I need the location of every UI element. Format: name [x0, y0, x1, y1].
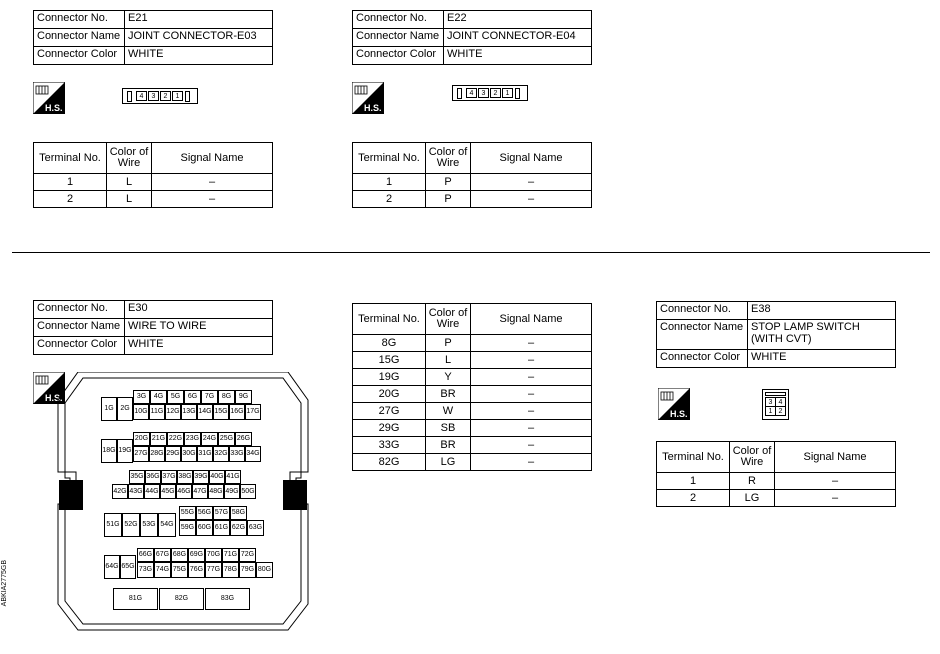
signal-name: – [471, 352, 592, 369]
signal-name: – [471, 174, 592, 191]
pin-63G: 63G [247, 520, 264, 536]
pin-21G: 21G [150, 432, 167, 446]
pin-32G: 32G [213, 446, 229, 462]
info-value: WHITE [125, 47, 273, 65]
wire-color: LG [426, 454, 471, 471]
pin-33G: 33G [229, 446, 245, 462]
wire-color: L [107, 191, 152, 208]
pin-19G: 19G [117, 439, 133, 463]
signal-name: – [775, 490, 896, 507]
pin-4: 4 [466, 88, 477, 98]
pin-77G: 77G [205, 562, 222, 578]
pin-61G: 61G [213, 520, 230, 536]
pin-15G: 15G [213, 404, 229, 420]
pin-6G: 6G [184, 390, 201, 404]
pin-1: 1 [765, 406, 776, 416]
terminal-no: 27G [353, 403, 426, 420]
pin-12G: 12G [165, 404, 181, 420]
pin-82G: 82G [159, 588, 204, 610]
pin-72G: 72G [239, 548, 256, 562]
pin-60G: 60G [196, 520, 213, 536]
pin-57G: 57G [213, 506, 230, 520]
signal-name: – [471, 369, 592, 386]
wire-color: LG [730, 490, 775, 507]
pin-2: 2 [160, 91, 171, 101]
wire-color: BR [426, 437, 471, 454]
pin-47G: 47G [192, 484, 208, 499]
info-value: STOP LAMP SWITCH (WITH CVT) [748, 320, 896, 350]
pin-2: 2 [775, 406, 786, 416]
pin-4: 4 [775, 397, 786, 407]
pin-49G: 49G [224, 484, 240, 499]
hs-label: H.S. [364, 103, 382, 113]
terminal-no: 2 [353, 191, 426, 208]
figure-code: ABKIA2775GB [1, 560, 8, 607]
pin-13G: 13G [181, 404, 197, 420]
signal-name: – [152, 191, 273, 208]
pin-80G: 80G [256, 562, 273, 578]
hs-label: H.S. [45, 103, 63, 113]
pin-17G: 17G [245, 404, 261, 420]
pin-67G: 67G [154, 548, 171, 562]
info-label: Connector Name [34, 319, 125, 337]
pin-75G: 75G [171, 562, 188, 578]
terminal-no: 1 [34, 174, 107, 191]
wire-color: BR [426, 386, 471, 403]
color-header: Color of Wire [426, 304, 471, 335]
pin-36G: 36G [145, 470, 161, 484]
pin-39G: 39G [193, 470, 209, 484]
info-value: JOINT CONNECTOR-E04 [444, 29, 592, 47]
pin-4G: 4G [150, 390, 167, 404]
wire-color: P [426, 191, 471, 208]
pin-22G: 22G [167, 432, 184, 446]
pin-26G: 26G [235, 432, 252, 446]
color-header: Color of Wire [426, 143, 471, 174]
pin-76G: 76G [188, 562, 205, 578]
signal-header: Signal Name [471, 143, 592, 174]
pin-40G: 40G [209, 470, 225, 484]
table-row [353, 335, 592, 352]
pin-3G: 3G [133, 390, 150, 404]
e38-info-table [656, 301, 896, 368]
pin-3: 3 [478, 88, 489, 98]
pin-74G: 74G [154, 562, 171, 578]
signal-name: – [471, 335, 592, 352]
pin-1: 1 [172, 91, 183, 101]
terminal-header: Terminal No. [353, 304, 426, 335]
signal-name: – [471, 454, 592, 471]
pin-45G: 45G [160, 484, 176, 499]
pin-55G: 55G [179, 506, 196, 520]
pin-46G: 46G [176, 484, 192, 499]
pin-70G: 70G [205, 548, 222, 562]
pin-53G: 53G [140, 513, 158, 537]
pin-30G: 30G [181, 446, 197, 462]
table-row [353, 369, 592, 386]
harness-side-icon [658, 388, 690, 420]
signal-name: – [471, 191, 592, 208]
wire-color: P [426, 335, 471, 352]
color-header: Color of Wire [730, 442, 775, 473]
latch-icon [765, 392, 786, 396]
terminal-no: 8G [353, 335, 426, 352]
pin-2: 2 [490, 88, 501, 98]
info-label: Connector Color [657, 350, 748, 368]
pin-25G: 25G [218, 432, 235, 446]
terminal-no: 15G [353, 352, 426, 369]
e38-connector-face [762, 389, 789, 420]
info-label: Connector Color [34, 47, 125, 65]
table-row [353, 403, 592, 420]
e38-terminal-table [656, 441, 896, 507]
pin-41G: 41G [225, 470, 241, 484]
wire-color: L [426, 352, 471, 369]
pin-37G: 37G [161, 470, 177, 484]
info-label: Connector No. [353, 11, 444, 29]
pin-81G: 81G [113, 588, 158, 610]
pin-10G: 10G [133, 404, 149, 420]
table-row [353, 437, 592, 454]
table-row [353, 454, 592, 471]
table-row [353, 352, 592, 369]
info-value: JOINT CONNECTOR-E03 [125, 29, 273, 47]
pin-68G: 68G [171, 548, 188, 562]
table-row [353, 420, 592, 437]
pin-14G: 14G [197, 404, 213, 420]
pin-4: 4 [136, 91, 147, 101]
pin-1: 1 [502, 88, 513, 98]
pin-9G: 9G [235, 390, 252, 404]
table-row [657, 490, 896, 507]
pin-83G: 83G [205, 588, 250, 610]
info-label: Connector Name [353, 29, 444, 47]
signal-name: – [471, 386, 592, 403]
pin-23G: 23G [184, 432, 201, 446]
signal-name: – [152, 174, 273, 191]
terminal-no: 1 [657, 473, 730, 490]
info-value: WHITE [125, 337, 273, 355]
pin-44G: 44G [144, 484, 160, 499]
info-label: Connector No. [34, 301, 125, 319]
pin-7G: 7G [201, 390, 218, 404]
info-value: WIRE TO WIRE [125, 319, 273, 337]
info-value: WHITE [444, 47, 592, 65]
signal-name: – [471, 420, 592, 437]
wire-color: W [426, 403, 471, 420]
pin-59G: 59G [179, 520, 196, 536]
hs-label: H.S. [45, 393, 63, 403]
pin-8G: 8G [218, 390, 235, 404]
e30-terminal-table [352, 303, 592, 471]
pin-27G: 27G [133, 446, 149, 462]
pin-58G: 58G [230, 506, 247, 520]
pin-78G: 78G [222, 562, 239, 578]
pin-20G: 20G [133, 432, 150, 446]
pin-2G: 2G [117, 397, 133, 421]
pin-43G: 43G [128, 484, 144, 499]
info-value: WHITE [748, 350, 896, 368]
info-label: Connector Color [34, 337, 125, 355]
hs-label: H.S. [670, 409, 688, 419]
terminal-no: 33G [353, 437, 426, 454]
signal-header: Signal Name [152, 143, 273, 174]
terminal-header: Terminal No. [353, 143, 426, 174]
pin-38G: 38G [177, 470, 193, 484]
terminal-no: 2 [657, 490, 730, 507]
info-value: E38 [748, 302, 896, 320]
pin-16G: 16G [229, 404, 245, 420]
terminal-no: 1 [353, 174, 426, 191]
info-value: E21 [125, 11, 273, 29]
pin-28G: 28G [149, 446, 165, 462]
wire-color: L [107, 174, 152, 191]
pin-11G: 11G [149, 404, 165, 420]
signal-name: – [775, 473, 896, 490]
pin-69G: 69G [188, 548, 205, 562]
pin-3: 3 [765, 397, 776, 407]
pin-65G: 65G [120, 555, 136, 579]
pin-50G: 50G [240, 484, 256, 499]
info-value: E30 [125, 301, 273, 319]
pin-62G: 62G [230, 520, 247, 536]
pin-42G: 42G [112, 484, 128, 499]
pin-24G: 24G [201, 432, 218, 446]
terminal-no: 20G [353, 386, 426, 403]
pin-64G: 64G [104, 555, 120, 579]
pin-51G: 51G [104, 513, 122, 537]
pin-52G: 52G [122, 513, 140, 537]
info-value: E22 [444, 11, 592, 29]
info-label: Connector No. [34, 11, 125, 29]
terminal-header: Terminal No. [657, 442, 730, 473]
pin-66G: 66G [137, 548, 154, 562]
terminal-no: 82G [353, 454, 426, 471]
pin-79G: 79G [239, 562, 256, 578]
wire-color: P [426, 174, 471, 191]
terminal-no: 29G [353, 420, 426, 437]
terminal-no: 2 [34, 191, 107, 208]
color-header: Color of Wire [107, 143, 152, 174]
signal-name: – [471, 403, 592, 420]
signal-header: Signal Name [775, 442, 896, 473]
pin-3: 3 [148, 91, 159, 101]
table-row [353, 386, 592, 403]
info-label: Connector Name [34, 29, 125, 47]
pin-56G: 56G [196, 506, 213, 520]
wire-color: Y [426, 369, 471, 386]
info-label: Connector Color [353, 47, 444, 65]
info-label: Connector Name [657, 320, 748, 350]
signal-header: Signal Name [471, 304, 592, 335]
pin-5G: 5G [167, 390, 184, 404]
terminal-header: Terminal No. [34, 143, 107, 174]
wire-color: SB [426, 420, 471, 437]
pin-1G: 1G [101, 397, 117, 421]
table-row [657, 473, 896, 490]
pin-18G: 18G [101, 439, 117, 463]
pin-73G: 73G [137, 562, 154, 578]
pin-34G: 34G [245, 446, 261, 462]
pin-31G: 31G [197, 446, 213, 462]
info-label: Connector No. [657, 302, 748, 320]
pin-54G: 54G [158, 513, 176, 537]
pin-35G: 35G [129, 470, 145, 484]
terminal-no: 19G [353, 369, 426, 386]
wire-color: R [730, 473, 775, 490]
signal-name: – [471, 437, 592, 454]
pin-71G: 71G [222, 548, 239, 562]
pin-48G: 48G [208, 484, 224, 499]
pin-29G: 29G [165, 446, 181, 462]
